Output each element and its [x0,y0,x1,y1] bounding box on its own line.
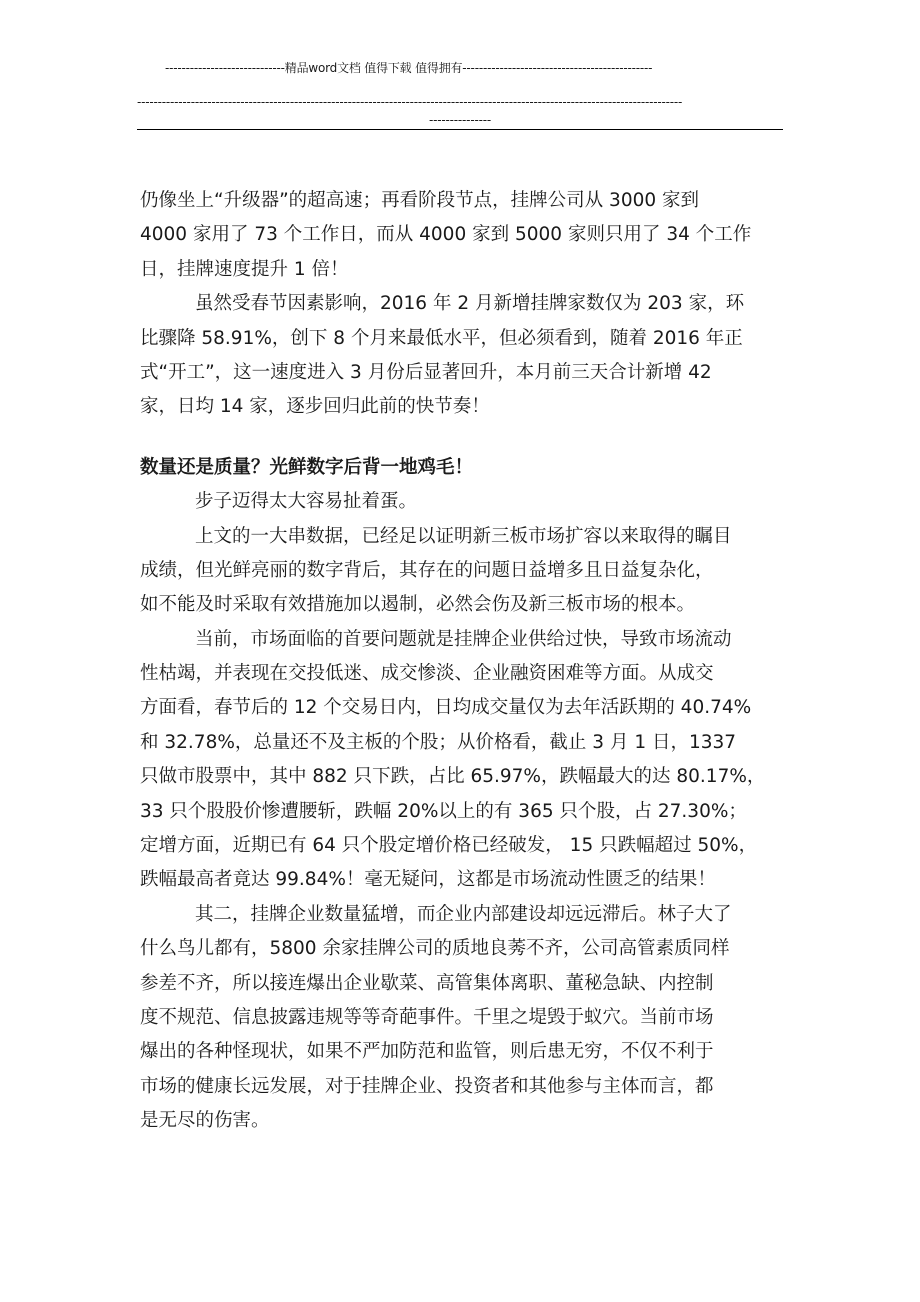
text-line: 仍像坐上“升级器”的超高速；再看阶段节点，挂牌公司从 3000 家到 [140,190,700,211]
text-line: 家，日均 14 家，逐步回归此前的快节奏！ [140,396,490,418]
paragraph [140,487,802,521]
header-dashes: ------------------------------------------------------------------------------------------------------------------------------------ [137,95,683,109]
text-line: 爆出的各种怪现状，如果不严加防范和监管，则后患无穷，不仅不利于 [140,1041,714,1063]
text-line: 日，挂牌速度提升 1 倍！ [140,258,349,280]
text-line: 性枯竭，并表现在交投低迷、成交惨淡、企业融资困难等方面。从成交 [140,663,714,685]
paragraph [140,289,802,427]
paragraph [140,186,802,289]
paragraph [140,900,802,1141]
text-line: 成绩，但光鲜亮丽的数字背后，其存在的问题日益增多且日益复杂化， [140,559,714,581]
text-line: 定增方面，近期已有 64 只个股定增价格已经破发， 15 只跌幅超过 50%， [140,835,758,857]
text-line: 式“开工”，这一速度进入 3 月份后显著回升，本月前三天合计新增 42 [140,361,712,383]
text-line: 其二，挂牌企业数量猛增，而企业内部建设却远远滞后。林子大了 [195,903,732,925]
paragraph [140,625,802,900]
text-line: 比骤降 58.91%，创下 8 个月来最低水平，但必须看到，随着 2016 年正 [140,327,743,349]
text-line: 4000 家用了 73 个工作日，而从 4000 家到 5000 家则只用了 34 个工作 [140,224,752,246]
text-line: 当前，市场面临的首要问题就是挂牌企业供给过快，导致市场流动 [195,628,732,650]
text-line: 上文的一大串数据，已经足以证明新三板市场扩容以来取得的瞩目 [195,525,732,547]
text-line: 度不规范、信息披露违规等等奇葩事件。千里之堤毁于蚁穴。当前市场 [140,1006,714,1028]
text-line: 是无尽的伤害。 [140,1110,270,1132]
text-line: 如不能及时采取有效措施加以遏制，必然会伤及新三板市场的根本。 [140,594,696,616]
header-dashes-short: --------------- [429,113,491,127]
header-rule [137,129,783,130]
text-line: 只做市股票中，其中 882 只下跌，占比 65.97%，跌幅最大的达 80.17%， [140,766,766,788]
document-body [140,186,802,1141]
text-line: 什么鸟儿都有，5800 余家挂牌公司的质地良莠不齐，公司高管素质同样 [140,938,730,960]
text-line: 参差不齐，所以接连爆出企业歇菜、高管集体离职、董秘急缺、内控制 [140,972,714,994]
text-line: 跌幅最高者竟达 99.84%！毫无疑问，这都是市场流动性匮乏的结果！ [140,869,716,891]
header-banner: -----------------------------精品word文档 值得下载 值得拥有---------------------------------------------- [165,61,653,75]
text-line: 方面看，春节后的 12 个交易日内，日均成交量仅为去年活跃期的 40.74% [140,697,752,719]
text-line: 市场的健康长远发展，对于挂牌企业、投资者和其他参与主体而言，都 [140,1075,714,1097]
section-heading: 数量还是质量？光鲜数字后背一地鸡毛！ [140,456,474,478]
spacer [140,427,802,453]
paragraph [140,522,802,625]
text-line: 步子迈得太大容易扯着蛋。 [195,491,418,513]
text-line: 虽然受春节因素影响，2016 年 2 月新增挂牌家数仅为 203 家，环 [195,293,745,315]
text-line: 33 只个股股价惨遭腰斩，跌幅 20%以上的有 365 只个股，占 27.30%； [140,800,747,822]
text-line: 和 32.78%，总量还不及主板的个股；从价格看，截止 3 月 1 日，1337 [140,731,737,753]
